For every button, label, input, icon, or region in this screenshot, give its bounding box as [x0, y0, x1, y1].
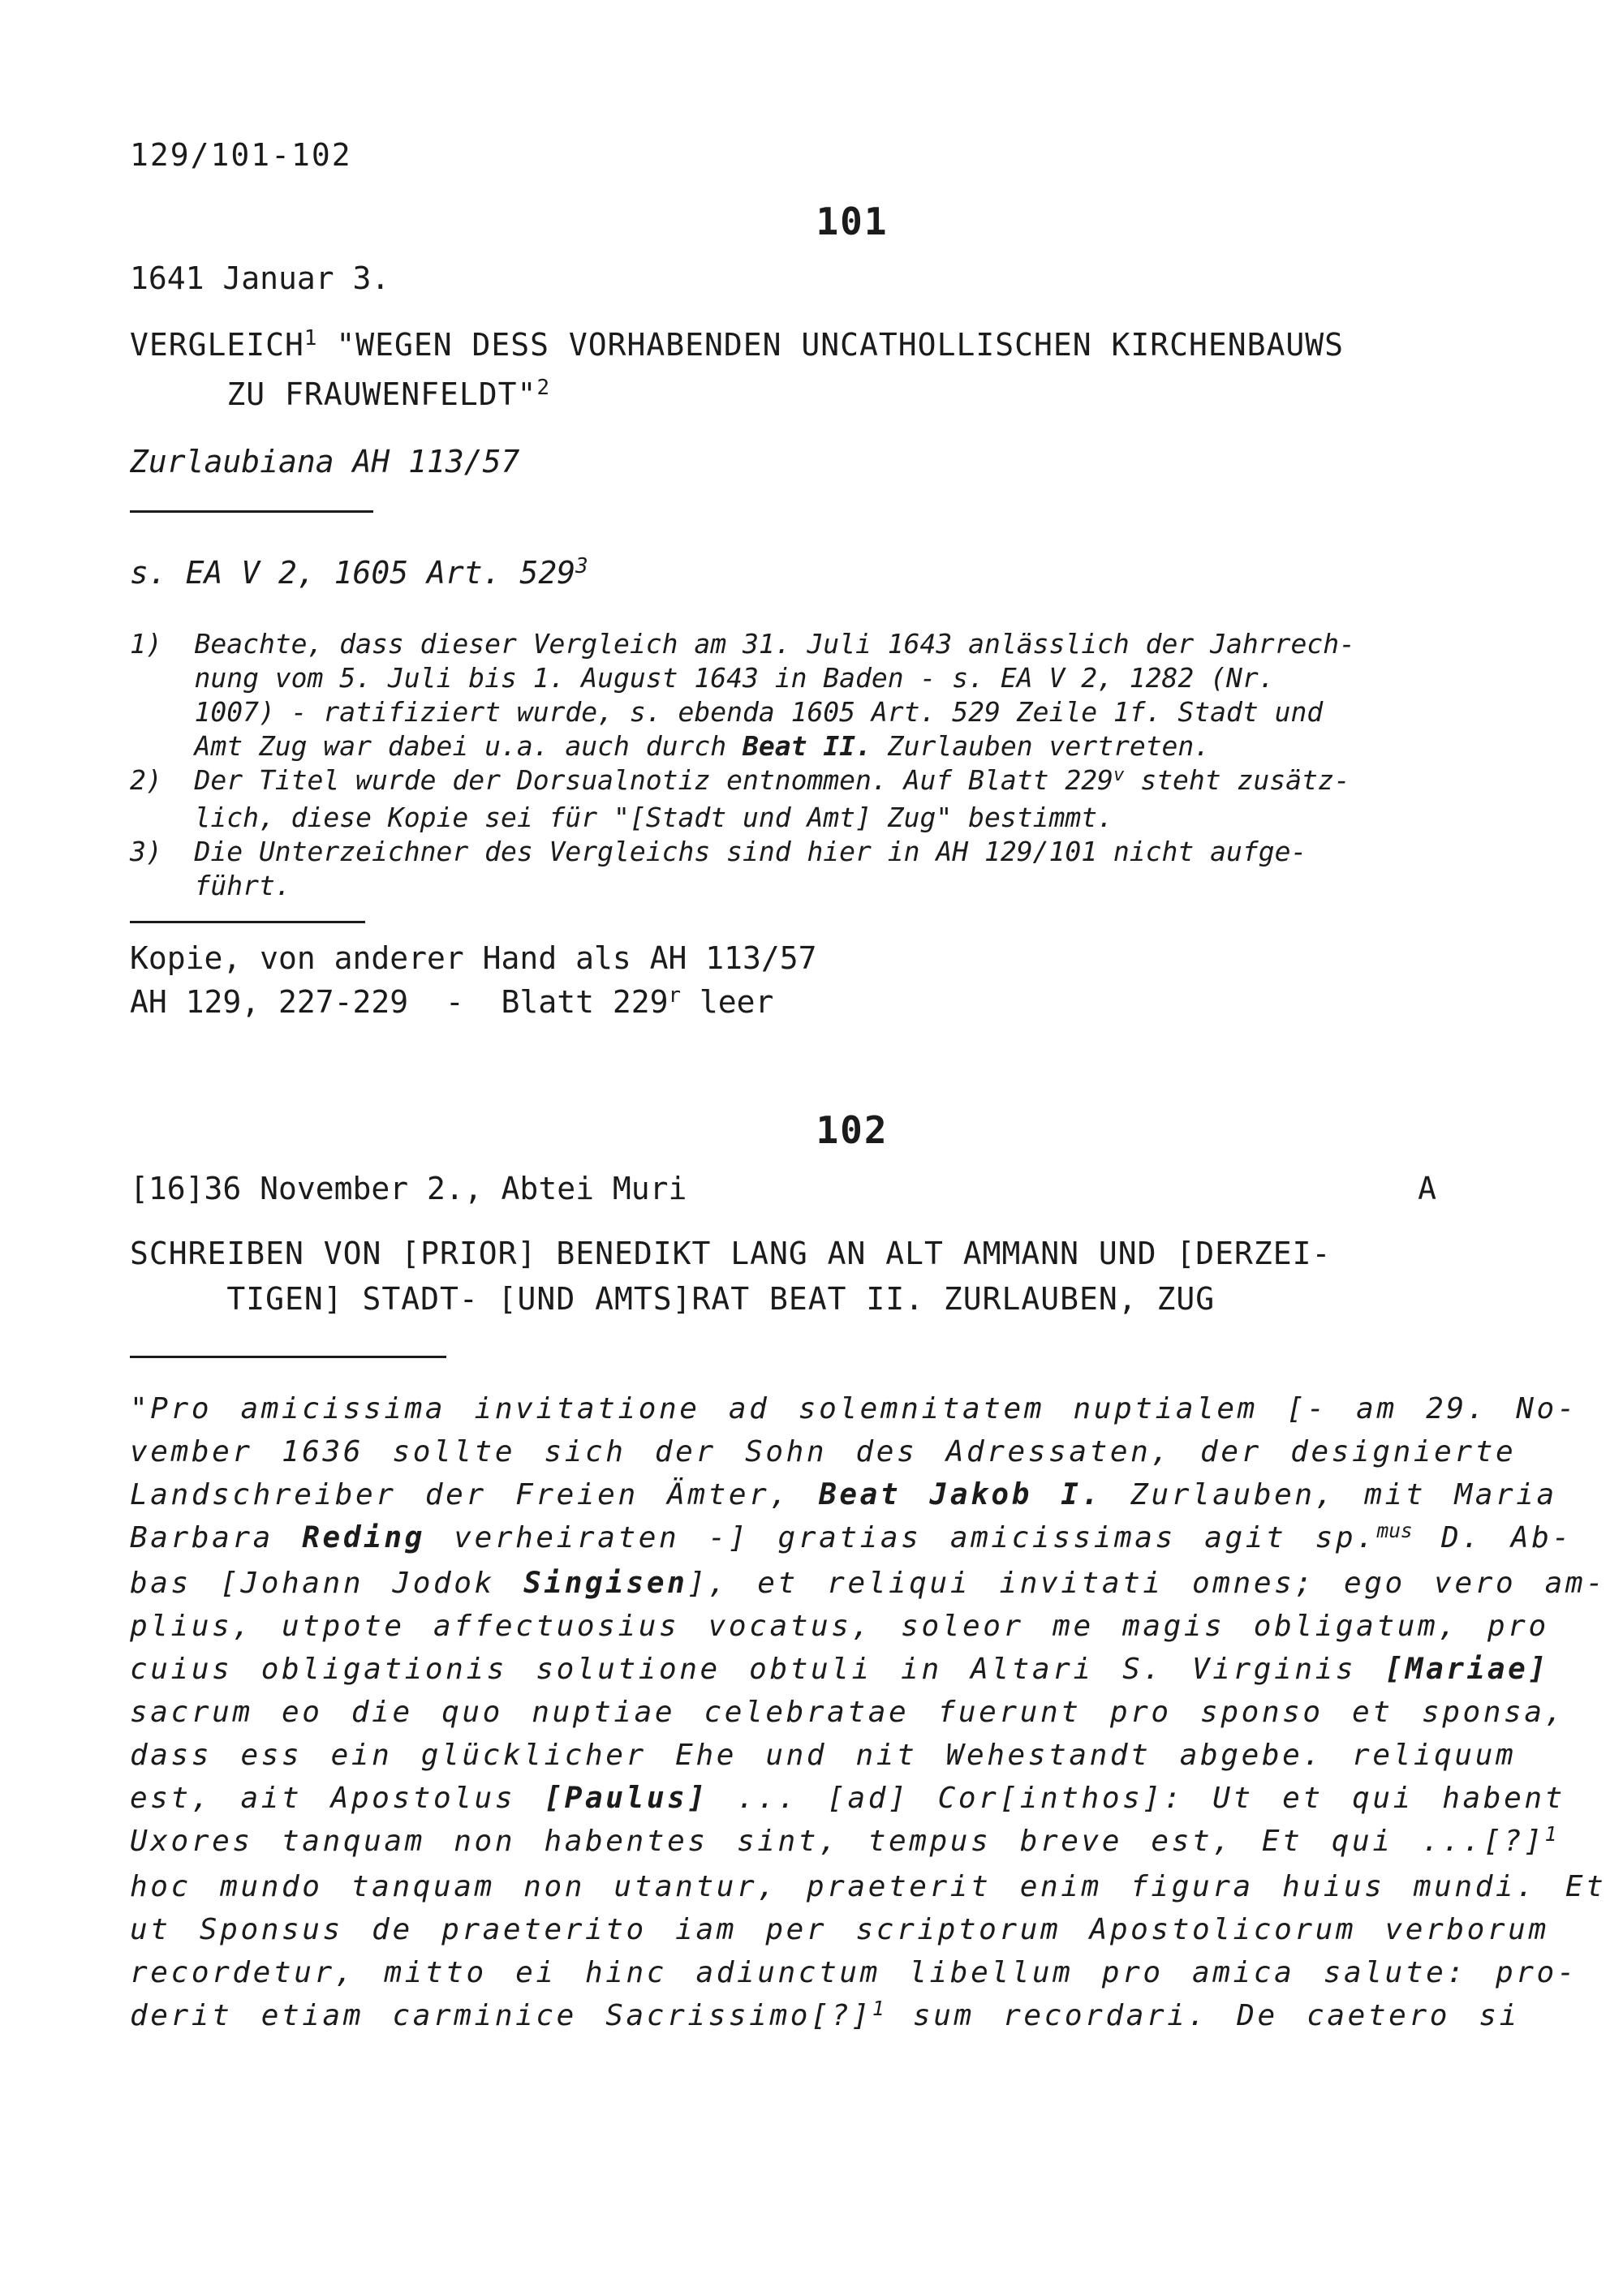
entry-102-date: [16]36 November 2., Abtei Muri	[130, 1171, 687, 1206]
quote-line: bas [Johann Jodok Singisen], et reliqui invitati omnes; ego vero am-	[130, 1567, 1607, 1600]
quote-line: "Pro amicissima invitatione ad solemnitatem nuptialem [- am 29. No-	[130, 1392, 1578, 1425]
entry-102-quote	[130, 1387, 1607, 2040]
quote-line: plius, utpote affectuosius vocatus, soleor me magis obligatum, pro	[130, 1610, 1549, 1643]
entry-101-reference: s. EA V 2, 1605 Art. $529^3$	[130, 554, 588, 591]
entry-101-title	[130, 322, 1574, 421]
archive-reference: 129/101-102	[130, 137, 352, 173]
entry-101-date: 1641 Januar 3.	[130, 260, 390, 296]
footnote-line: 2) Der Titel wurde der Dorsualnotiz entnommen. Auf Blatt 229$^v$ steht zusätz-	[130, 763, 1350, 796]
copy-note-line: AH 129, 227-229 - Blatt 229$^r$ leer	[130, 983, 774, 1020]
quote-line: vember 1636 sollte sich der Sohn des Adressaten, der designierte	[130, 1435, 1517, 1468]
quote-line: Barbara Reding verheiraten -] gratias amicissimas agit sp.$^{mus}$ D. Ab-	[130, 1518, 1573, 1554]
entry-102-date-row	[130, 1167, 1574, 1210]
quote-line: sacrum eo die quo nuptiae celebratae fuerunt pro sponso et sponsa,	[130, 1696, 1565, 1729]
footnote-line: Amt Zug war dabei u.a. auch durch Beat II. Zurlauben vertreten.	[130, 730, 1211, 762]
quote-line: hoc mundo tanquam non utantur, praeterit enim figura huius mundi. Et	[130, 1870, 1607, 1903]
quote-line: recordetur, mitto ei hinc adiunctum libellum pro amica salute: pro-	[130, 1956, 1578, 1989]
footnote-line: lich, diese Kopie sei für "[Stadt und Amt] Zug" bestimmt.	[130, 802, 1113, 833]
divider	[130, 510, 373, 513]
entry-101-source: Zurlaubiana AH 113/57	[130, 444, 520, 479]
divider	[130, 921, 365, 923]
entry-102	[130, 1108, 1607, 2040]
quote-line: est, ait Apostolus [Paulus] ... [ad] Cor[inthos]: Ut et qui habent	[130, 1782, 1565, 1815]
entry-101-title-line: VERGLEICH$^1$ "WEGEN DESS VORHABENDEN UNCATHOLLISCHEN KIRCHENBAUWS	[130, 326, 1344, 363]
footnote-line: 3) Die Unterzeichner des Vergleichs sind hier in AH 129/101 nicht aufge-	[130, 836, 1307, 867]
copy-note-line: Kopie, von anderer Hand als AH 113/57	[130, 940, 817, 976]
entry-102-title-line: TIGEN] STADT- [UND AMTS]RAT BEAT II. ZURLAUBEN, ZUG	[130, 1281, 1216, 1317]
footnote-line: 1) Beachte, dass dieser Vergleich am 31. Juli 1643 anlässlich der Jahrrech-	[130, 628, 1355, 660]
footnote-line: 1007) - ratifiziert wurde, s. ebenda 1605 Art. 529 Zeile 1f. Stadt und	[130, 696, 1324, 728]
footnote-line: führt.	[130, 870, 291, 901]
quote-line: derit etiam carminice Sacrissimo[?]$^1$ sum recordari. De caetero si	[130, 1996, 1520, 2032]
entry-102-title-line: SCHREIBEN VON [PRIOR] BENEDIKT LANG AN ALT AMMANN UND [DERZEI-	[130, 1236, 1332, 1271]
quote-line: cuius obligationis solutione obtuli in Altari S. Virginis [Mariae]	[130, 1653, 1549, 1686]
entry-101	[130, 200, 1574, 1028]
quote-line: ut Sponsus de praeterito iam per scriptorum Apostolicorum verborum	[130, 1913, 1549, 1946]
quote-line: Landschreiber der Freien Ämter, Beat Jakob I. Zurlauben, mit Maria	[130, 1478, 1557, 1511]
entry-101-title-line: ZU FRAUWENFELDT"$^2$	[130, 376, 549, 412]
divider	[130, 1356, 446, 1358]
entry-102-number: 102	[816, 1108, 889, 1152]
footnote-line: nung vom 5. Juli bis 1. August 1643 in Baden - s. EA V 2, 1282 (Nr.	[130, 662, 1275, 694]
entry-102-title	[130, 1231, 1574, 1322]
quote-line: dass ess ein glücklicher Ehe und nit Wehestandt abgebe. reliquum	[130, 1739, 1517, 1772]
entry-102-document-marker: A	[1418, 1171, 1436, 1206]
entry-101-copy-note	[130, 936, 1574, 1028]
entry-101-number: 101	[816, 200, 889, 243]
quote-line: Uxores tanquam non habentes sint, tempus breve est, Et qui ...[?]$^1$	[130, 1821, 1557, 1858]
entry-101-footnotes	[130, 627, 1574, 903]
